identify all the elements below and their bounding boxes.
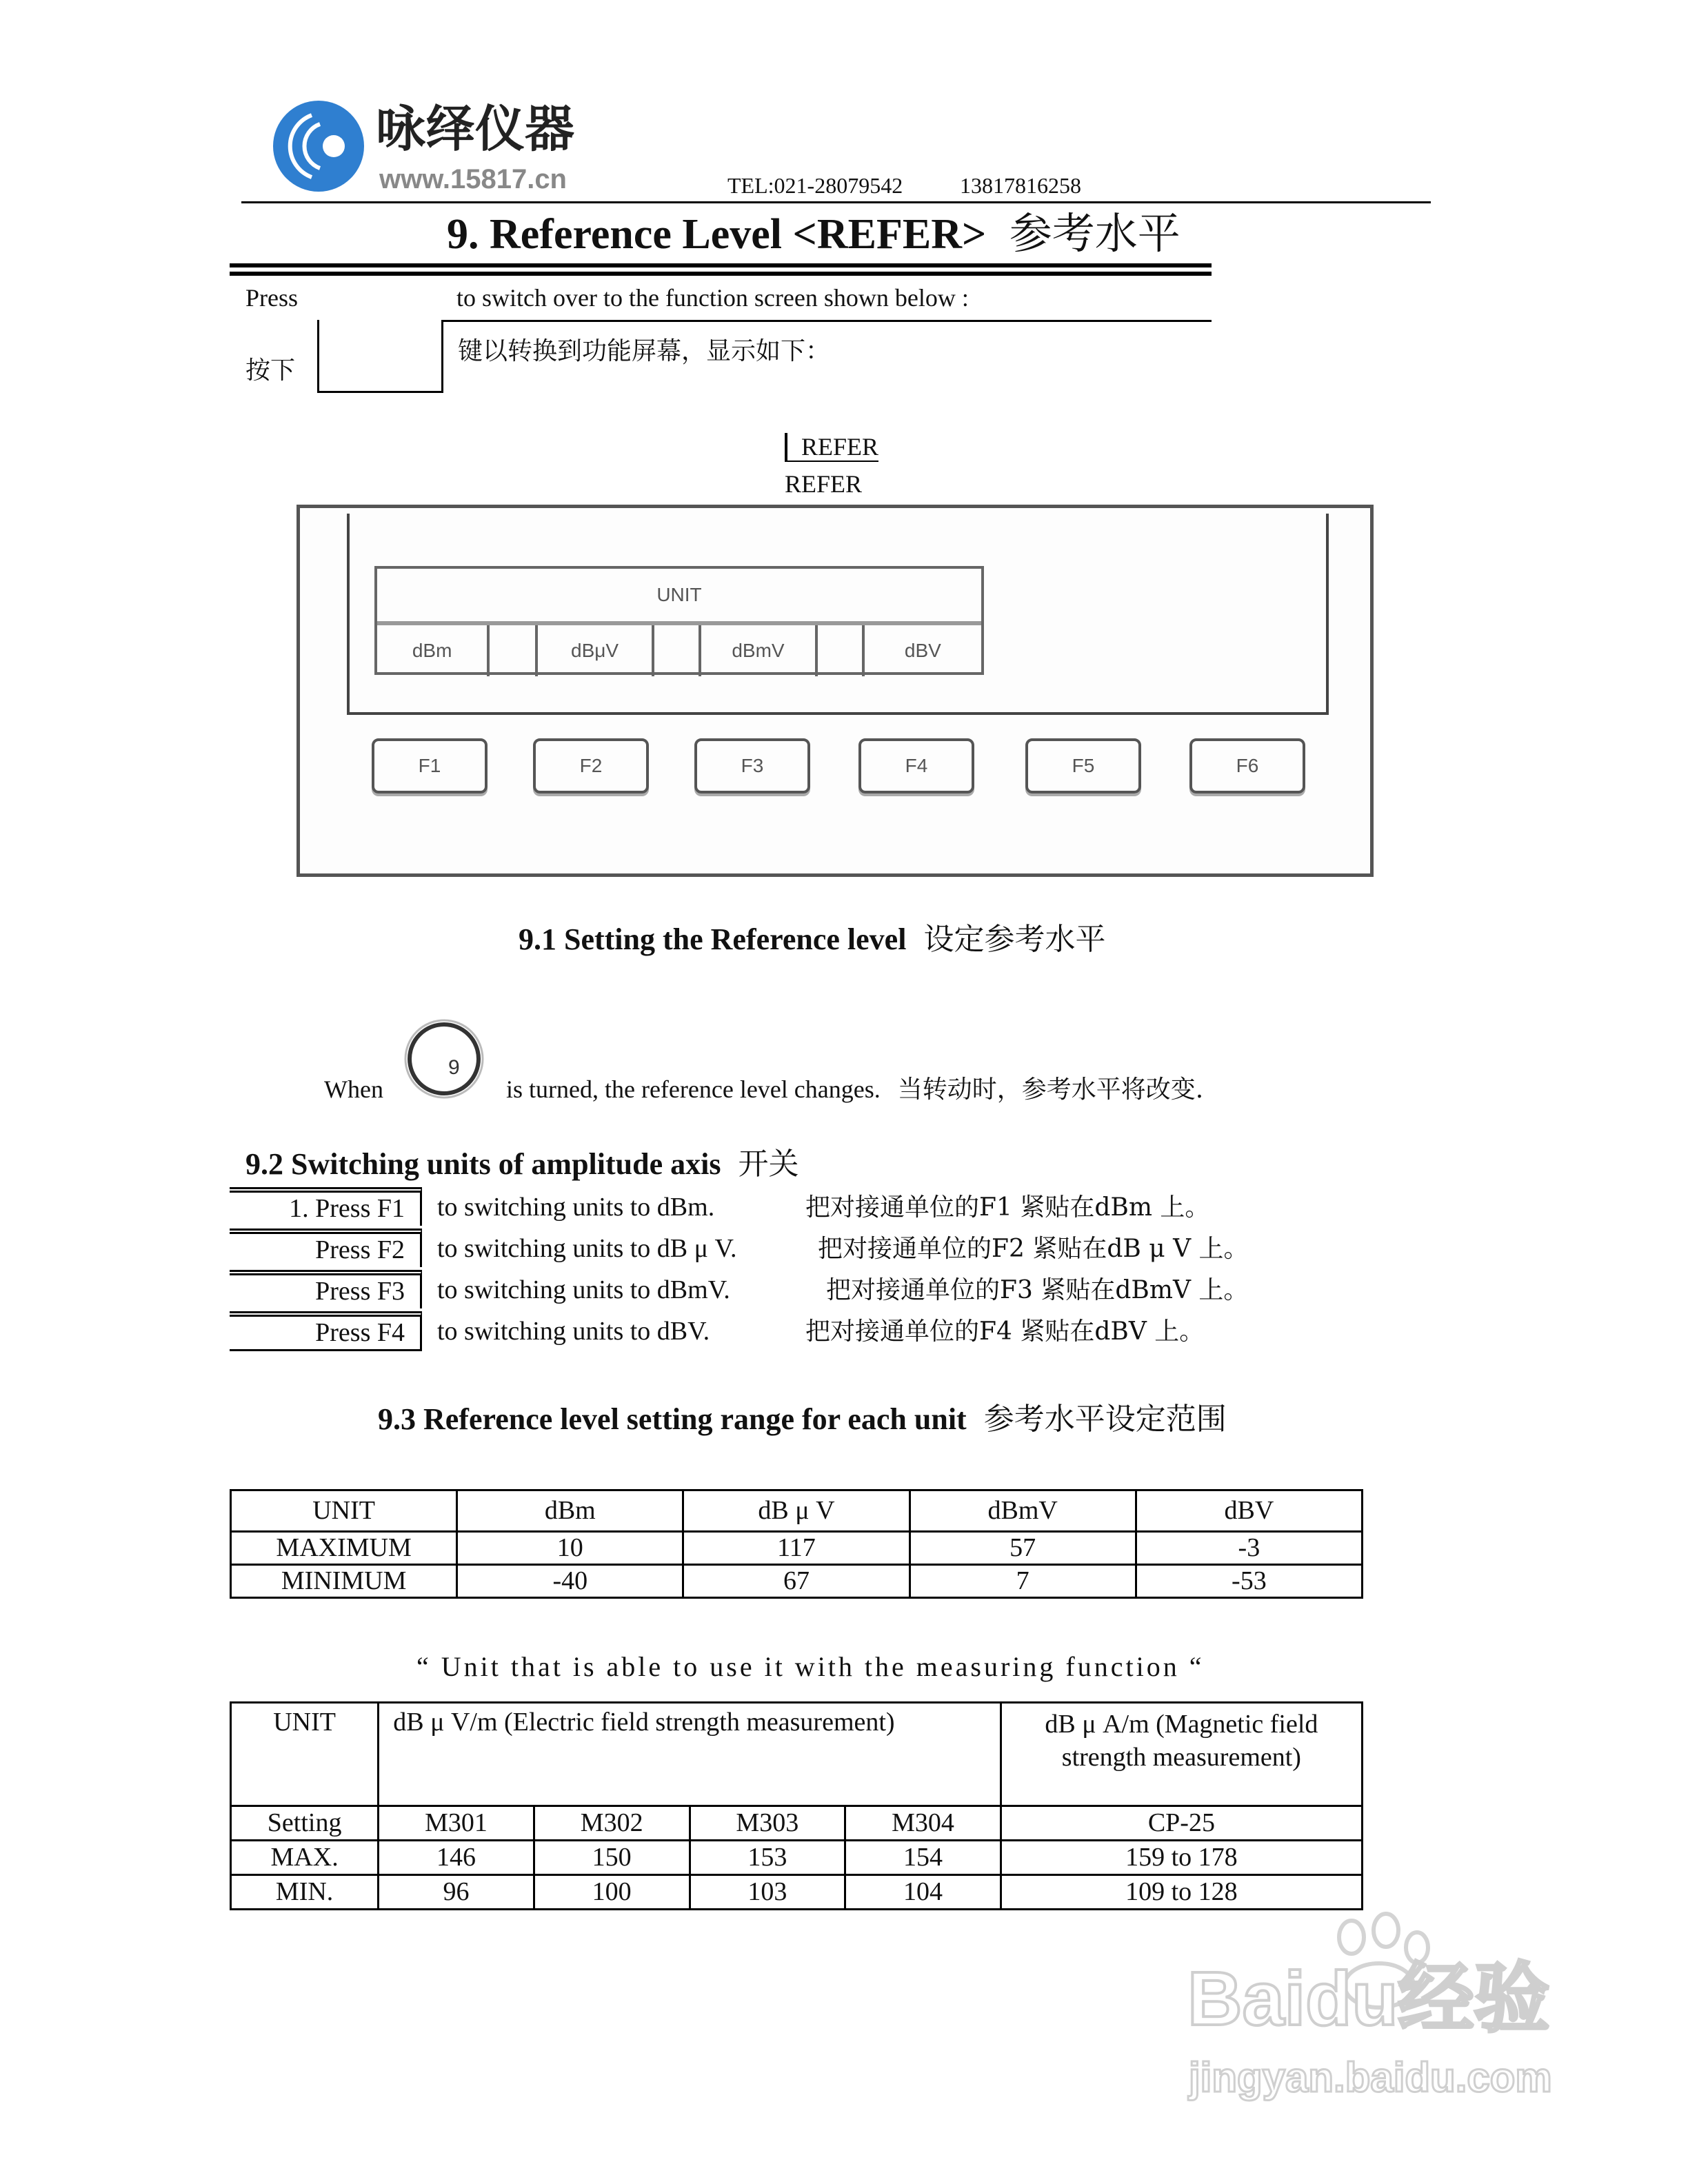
measuring-cell: 100 [534, 1875, 690, 1910]
range-header: dB μ V [683, 1490, 910, 1532]
intro-text-cn: 键以转换到功能屏幕，显示如下： [458, 337, 831, 365]
switch-en-1: to switching units to dBm. [437, 1193, 715, 1222]
measuring-cell: 104 [845, 1875, 1001, 1910]
measuring-unit-label: UNIT [231, 1703, 379, 1806]
title-en: 9. Reference Level <REFER> [447, 211, 987, 258]
measuring-cell: 109 to 128 [1001, 1875, 1362, 1910]
measuring-cell: 103 [690, 1875, 845, 1910]
section-9-1-heading [519, 922, 1105, 957]
range-cell: 10 [457, 1532, 683, 1565]
title-rule-1 [230, 263, 1212, 267]
range-cell: -40 [457, 1565, 683, 1598]
svg-text:9: 9 [448, 1056, 460, 1079]
section-9-2-heading [245, 1147, 798, 1182]
measuring-cell: MAX. [231, 1841, 379, 1875]
measuring-caption: “ Unit that is able to use it with the measuring function “ [416, 1651, 1205, 1682]
switch-cn-4: 把对接通单位的F4 紧贴在dBV 上。 [805, 1317, 1205, 1346]
section-9-1-title: 9.1 Setting the Reference level [519, 922, 907, 956]
range-header: dBV [1136, 1490, 1362, 1532]
page-title [447, 210, 1180, 259]
electric-field-header: dB μ V/m (Electric field strength measurement) [379, 1703, 1001, 1806]
table-row [231, 1565, 1363, 1598]
table-row [231, 1841, 1363, 1875]
header-divider [241, 201, 1431, 203]
f2-key[interactable]: F2 [533, 738, 649, 793]
f6-key[interactable]: F6 [1189, 738, 1305, 793]
measuring-cell: M303 [690, 1806, 845, 1841]
range-cell: -3 [1136, 1532, 1362, 1565]
measuring-unit-table [230, 1701, 1363, 1910]
unit-menu-title: UNIT [377, 569, 981, 625]
measuring-cell: M304 [845, 1806, 1001, 1841]
section-9-2-title-cn: 开关 [738, 1146, 799, 1182]
measuring-cell: 154 [845, 1841, 1001, 1875]
unit-spacer [654, 625, 701, 676]
device-screen [347, 514, 1329, 715]
f4-key[interactable]: F4 [858, 738, 974, 793]
range-cell: -53 [1136, 1565, 1362, 1598]
refer-key-label [785, 433, 878, 462]
table-row [231, 1532, 1363, 1565]
title-cn: 参考水平 [1009, 208, 1180, 259]
range-cell: 57 [910, 1532, 1136, 1565]
measuring-cell: CP-25 [1001, 1806, 1362, 1841]
range-cell: MAXIMUM [231, 1532, 457, 1565]
baidu-watermark: Baidu经验 [1187, 1957, 1550, 2041]
unit-menu [374, 566, 984, 675]
range-header: UNIT [231, 1490, 457, 1532]
unit-dbm: dBm [377, 625, 490, 676]
switch-en-3: to switching units to dBmV. [437, 1275, 730, 1304]
range-cell: 7 [910, 1565, 1136, 1598]
press-label: Press [245, 284, 299, 312]
key-placeholder-box [317, 320, 443, 393]
unit-dbmv: dBmV [701, 625, 818, 676]
range-header: dBmV [910, 1490, 1136, 1532]
unit-dbuv: dBμV [538, 625, 654, 676]
measuring-cell: MIN. [231, 1875, 379, 1910]
measuring-cell: 146 [379, 1841, 534, 1875]
rotary-knob-icon [403, 1019, 485, 1102]
switch-en-2: to switching units to dB μ V. [437, 1234, 737, 1263]
range-cell: 67 [683, 1565, 910, 1598]
logo-url: www.15817.cn [379, 164, 567, 194]
mobile: 13817816258 [960, 173, 1081, 198]
intro-text-en: to switch over to the function screen shown below : [456, 284, 969, 312]
intro-rule [443, 320, 1212, 322]
reference-range-table [230, 1489, 1363, 1599]
unit-spacer [818, 625, 865, 676]
press-f4: Press F4 [230, 1311, 422, 1351]
device-panel [297, 505, 1374, 877]
unit-spacer [490, 625, 538, 676]
knob-text-en: is turned, the reference level changes. [506, 1075, 881, 1103]
knob-text [506, 1075, 1203, 1104]
switch-cn-1: 把对接通单位的F1 紧贴在dBm 上。 [805, 1193, 1210, 1222]
knob-text-cn: 当转动时，参考水平将改变. [897, 1075, 1204, 1104]
unit-dbv: dBV [904, 639, 941, 661]
baidu-watermark-url: jingyan.baidu.com [1189, 2054, 1552, 2101]
section-9-1-title-cn: 设定参考水平 [923, 922, 1106, 957]
measuring-cell: 159 to 178 [1001, 1841, 1362, 1875]
f5-key[interactable]: F5 [1025, 738, 1141, 793]
magnetic-field-header: dB μ A/m (Magnetic field strength measurement) [1001, 1703, 1362, 1806]
title-rule-2 [230, 272, 1212, 276]
switch-cn-3: 把对接通单位的F3 紧贴在dBmV 上。 [826, 1276, 1249, 1304]
section-9-2-title: 9.2 Switching units of amplitude axis [245, 1147, 721, 1181]
f1-key[interactable]: F1 [372, 738, 488, 793]
refer-label: REFER [785, 470, 863, 498]
table-row [231, 1875, 1363, 1910]
measuring-cell: M302 [534, 1806, 690, 1841]
press-f2: Press F2 [230, 1228, 422, 1267]
section-9-3-title: 9.3 Reference level setting range for each unit [378, 1402, 967, 1436]
measuring-cell: 96 [379, 1875, 534, 1910]
switch-en-4: to switching units to dBV. [437, 1317, 710, 1346]
press-f1: 1. Press F1 [230, 1187, 422, 1226]
range-cell: 117 [683, 1532, 910, 1565]
section-9-3-heading [378, 1402, 1227, 1437]
f3-key[interactable]: F3 [694, 738, 810, 793]
range-cell: MINIMUM [231, 1565, 457, 1598]
press-label-cn: 按下 [245, 356, 296, 385]
press-f3: Press F3 [230, 1270, 422, 1308]
switch-cn-2: 把对接通单位的F2 紧贴在dB μ V 上。 [818, 1235, 1249, 1263]
range-header: dBm [457, 1490, 683, 1532]
measuring-cell: M301 [379, 1806, 534, 1841]
measuring-cell: 150 [534, 1841, 690, 1875]
measuring-cell: 153 [690, 1841, 845, 1875]
refer-key-text: REFER [801, 433, 879, 461]
logo-text: 咏绎仪器 [376, 100, 575, 158]
measuring-cell: Setting [231, 1806, 379, 1841]
when-label: When [324, 1075, 383, 1103]
company-logo-icon [270, 98, 367, 194]
table-row [231, 1806, 1363, 1841]
telephone: TEL:021-28079542 [727, 173, 903, 198]
section-9-3-title-cn: 参考水平设定范围 [983, 1402, 1227, 1437]
